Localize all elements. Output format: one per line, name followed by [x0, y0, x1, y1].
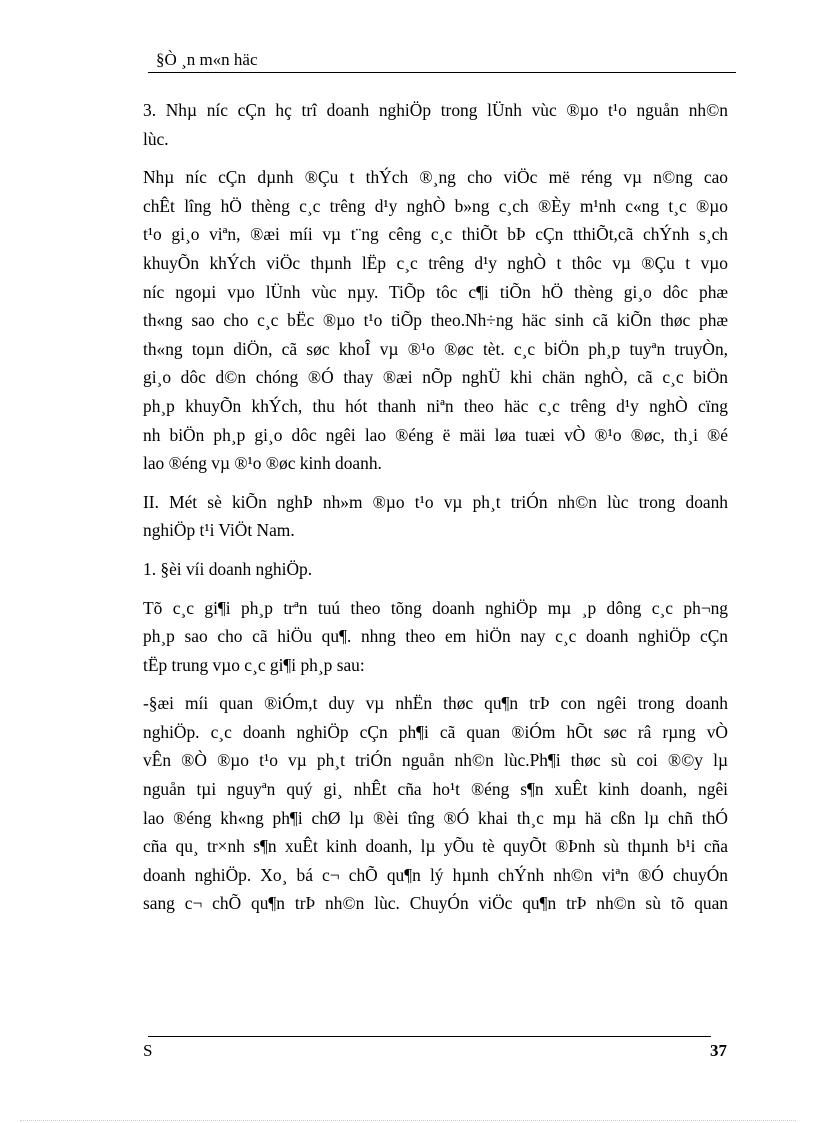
text-line: lao ®éng kh«ng ph¶i chØ lµ ®èi tîng ®Ó khai th¸c mµ hä cßn lµ chñ thÓ: [143, 807, 728, 828]
text-line: lao ®éng vµ ®¹o ®øc kinh doanh.: [143, 453, 382, 474]
page-bottom-edge: [20, 1120, 796, 1121]
text-line: th«ng toµn diÖn, cã søc khoÎ vµ ®¹o ®øc tèt. c¸c biÖn ph¸p tuyªn truyÒn,: [143, 338, 728, 359]
text-line: gi¸o dôc d©n chóng ®Ó thay ®æi nÕp nghÜ khi chän nghÒ, cã c¸c biÖn: [143, 367, 728, 388]
text-line: 3. Nhµ níc cÇn hç trî doanh nghiÖp trong lÜnh vùc ®µo t¹o nguån nh©n: [143, 100, 728, 120]
text-line: tËp trung vµo c¸c gi¶i ph¸p sau:: [143, 654, 365, 675]
text-line: -§æi míi quan ®iÓm,t duy vµ nhËn thøc qu¶n trÞ con ngêi trong doanh: [143, 693, 728, 714]
text-line: nguån tµi nguyªn quý gi¸ nhÊt cña ho¹t ®éng s¶n xuÊt kinh doanh, ngêi: [143, 779, 728, 800]
paragraph-state-support: [143, 96, 728, 153]
text-line: t¹o gi¸o viªn, ®æi míi vµ t¨ng cêng c¸c thiÕt bÞ cÇn tthiÕt,cã chÝnh s¸ch: [143, 224, 728, 245]
section-heading-recommendations: [143, 488, 728, 545]
text-line: sang c¬ chÕ qu¶n trÞ nh©n lùc. ChuyÓn viÖc qu¶n trÞ nh©n sù tõ quan: [143, 893, 728, 914]
footer-left-text: S: [143, 1041, 153, 1060]
footer-divider: [148, 1036, 711, 1037]
paragraph-renew-mindset: [143, 689, 728, 918]
document-body: [143, 96, 728, 918]
text-line: níc ngoµi vµo lÜnh vùc nµy. TiÕp tôc c¶i tiÕn hÖ thèng gi¸o dôc phæ: [143, 281, 728, 302]
text-line: nghiÖp. c¸c doanh nghiÖp cÇn ph¶i cã quan ®iÓm hÕt søc râ rµng vÒ: [143, 721, 728, 742]
paragraph-state-investment: [143, 163, 728, 478]
text-line: nh biÖn ph¸p gi¸o dôc ngêi lao ®éng ë mäi løa tuæi vÒ ®¹o ®øc, th¸i ®é: [143, 424, 728, 445]
text-line: ph¸p khuyÕn khÝch, thu hót thanh niªn theo häc c¸c trêng d¹y nghÒ cïng: [143, 395, 728, 416]
text-line: II. Mét sè kiÕn nghÞ nh»m ®µo t¹o vµ ph¸t triÓn nh©n lùc trong doanh: [143, 491, 728, 512]
text-line: ph¸p sao cho cã hiÖu qu¶. nhng theo em hiÖn nay c¸c doanh nghiÖp cÇn: [143, 626, 728, 647]
paragraph-solutions-intro: [143, 594, 728, 680]
text-line: doanh nghiÖp. Xo¸ bá c¬ chÕ qu¶n lý hµnh chÝnh nh©n viªn ®Ó chuyÓn: [143, 864, 728, 885]
page-header: [148, 50, 736, 73]
page-number: 37: [710, 1041, 727, 1060]
text-line: Tõ c¸c gi¶i ph¸p trªn tuú theo tõng doanh nghiÖp mµ ¸p dông c¸c ph¬ng: [143, 597, 728, 618]
text-line: chÊt lîng hÖ thèng c¸c trêng d¹y nghÒ b»ng c¸ch ®Èy m¹nh c«ng t¸c ®µo: [143, 195, 728, 216]
text-line: Nhµ níc cÇn dµnh ®Çu t thÝch ®¸ng cho viÖc më réng vµ n©ng cao: [143, 167, 728, 188]
text-line: cña qu¸ tr×nh s¶n xuÊt kinh doanh, lµ yÕu tè quyÕt ®Þnh sù thµnh b¹i cña: [143, 836, 728, 857]
subheading-for-enterprises: [143, 555, 728, 584]
text-line: lùc.: [143, 128, 169, 149]
text-line: th«ng sao cho c¸c bËc ®µo t¹o tiÕp theo.Nh÷ng häc sinh cã kiÕn thøc phæ: [143, 310, 728, 331]
text-line: khuyÕn khÝch viÖc thµnh lËp c¸c trêng d¹y nghÒ t thôc vµ ®Çu t vµo: [143, 252, 728, 273]
header-title: §Ò ¸n m«n häc: [156, 50, 258, 69]
text-line: 1. §èi víi doanh nghiÖp.: [143, 558, 313, 579]
text-line: vÊn ®Ò ®µo t¹o vµ ph¸t triÓn nguån nh©n lùc.Ph¶i thøc sù coi ®©y lµ: [143, 750, 728, 771]
text-line: nghiÖp t¹i ViÖt Nam.: [143, 520, 295, 541]
